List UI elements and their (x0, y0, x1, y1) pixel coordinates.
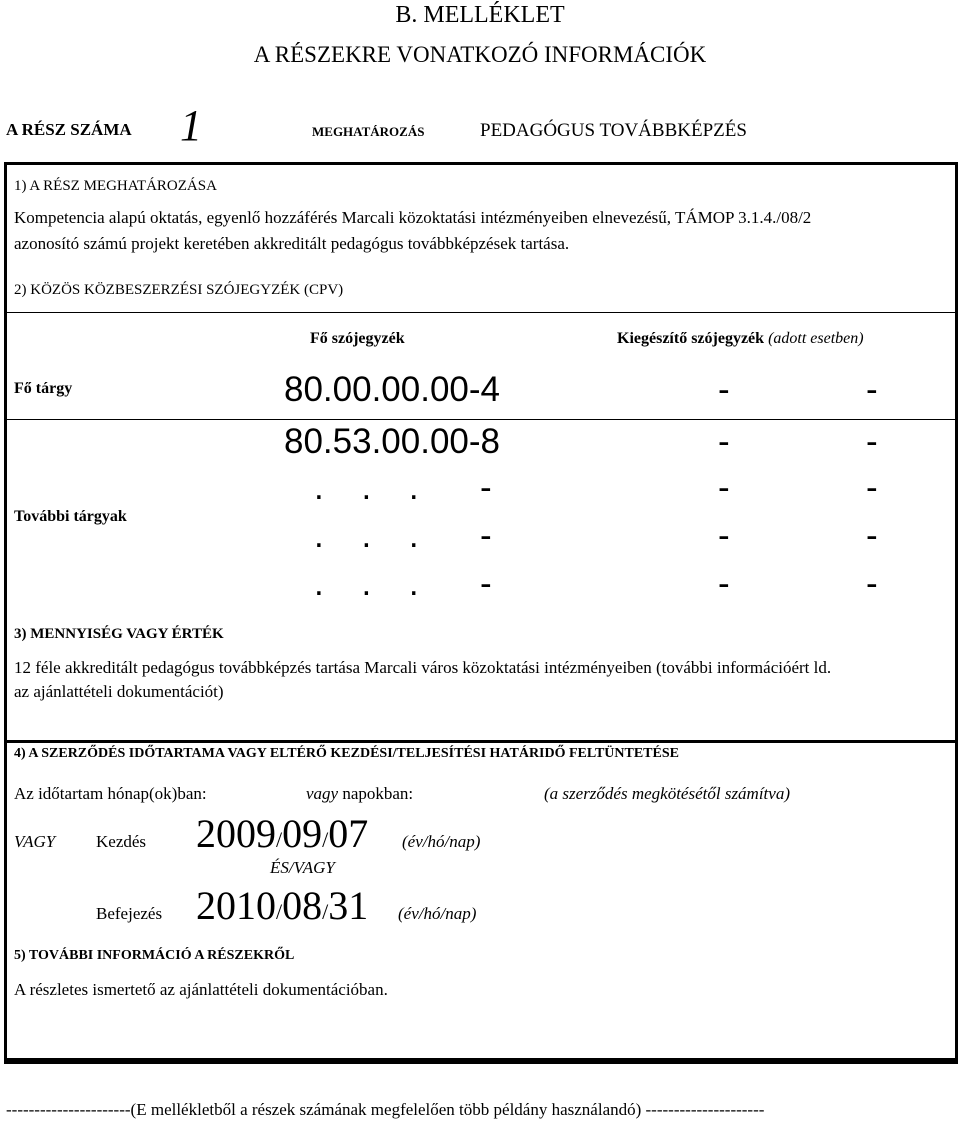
other3-supp-dash-1: - (718, 516, 730, 555)
definition-value: PEDAGÓGUS TOVÁBBKÉPZÉS (480, 120, 747, 141)
main-subject-label: Fő tárgy (14, 380, 73, 397)
start-year: 2009 (196, 811, 276, 856)
end-date (196, 882, 368, 929)
other4-supp-dash-1: - (718, 564, 730, 603)
section3-heading: 3) MENNYISÉG VAGY ÉRTÉK (14, 626, 224, 642)
end-label: Befejezés (96, 904, 163, 923)
part-number: 1 (180, 101, 202, 150)
from-contract-note: (a szerződés megkötésétől számítva) (544, 784, 790, 803)
definition-label: MEGHATÁROZÁS (312, 124, 425, 139)
section1-heading: 1) A RÉSZ MEGHATÁROZÁSA (14, 178, 217, 194)
or-word: vagy (306, 784, 339, 803)
cpv-supp-header-label: Kiegészítő szójegyzék (617, 330, 765, 347)
section3-line2: az ajánlattételi dokumentációt) (14, 682, 224, 701)
end-day: 31 (328, 883, 369, 928)
main-supp-dash-1: - (718, 370, 730, 409)
other2-code-dash: - (480, 468, 492, 507)
other1-supp-dash-1: - (718, 422, 730, 461)
part-number-label: A RÉSZ SZÁMA (6, 120, 132, 139)
other4-code-dash: - (480, 564, 492, 603)
other1-supp-dash-2: - (866, 422, 878, 461)
section1-line2: azonosító számú projekt keretében akkreditált pedagógus továbbképzések tartása. (14, 234, 570, 253)
start-date (196, 810, 368, 857)
other2-supp-dash-1: - (718, 468, 730, 507)
duration-months-label: Az időtartam hónap(ok)ban: (14, 784, 207, 803)
other3-code-dots: . . . (314, 516, 419, 555)
other4-code-dots: . . . (314, 564, 419, 603)
cpv-main-column-header: Fő szójegyzék (310, 330, 405, 347)
footer-note: ----------------------(E mellékletből a részek számának megfelelően több példány használandó) --------------------- (6, 1100, 765, 1119)
other-subjects-label: További tárgyak (14, 508, 127, 525)
section1-line1: Kompetencia alapú oktatás, egyenlő hozzáférés Marcali közoktatási intézményeiben elnevezésű, TÁMOP 3.1.4./08/2 (14, 208, 812, 227)
main-subject-code: 80.00.00.00-4 (284, 370, 501, 409)
start-label: Kezdés (96, 832, 147, 851)
es-vagy-label: ÉS/VAGY (270, 858, 335, 877)
other2-code-dots: . . . (314, 468, 419, 507)
annex-title: B. MELLÉKLET (395, 2, 565, 28)
end-year: 2010 (196, 883, 276, 928)
vagy-label: VAGY (14, 832, 56, 851)
end-month: 08 (282, 883, 323, 928)
box-bottom-border (4, 1058, 958, 1061)
section3-line1: 12 féle akkreditált pedagógus továbbképzés tartása Marcali város közoktatási intézményeiben (további információért ld. (14, 658, 832, 677)
other4-supp-dash-2: - (866, 564, 878, 603)
section2-heading: 2) KÖZÖS KÖZBESZERZÉSI SZÓJEGYZÉK (CPV) (14, 282, 344, 298)
section-divider (4, 740, 958, 743)
section5-heading: 5) TOVÁBBI INFORMÁCIÓ A RÉSZEKRŐL (14, 948, 295, 963)
end-date-format: (év/hó/nap) (398, 904, 477, 923)
annex-subtitle: A RÉSZEKRE VONATKOZÓ INFORMÁCIÓK (253, 42, 707, 67)
end-sep-2: / (322, 899, 329, 924)
start-day: 07 (328, 811, 369, 856)
other3-supp-dash-2: - (866, 516, 878, 555)
start-date-format: (év/hó/nap) (402, 832, 481, 851)
end-sep-1: / (276, 899, 283, 924)
start-sep-2: / (322, 827, 329, 852)
other3-code-dash: - (480, 516, 492, 555)
section5-text: A részletes ismertető az ajánlattételi dokumentációban. (14, 980, 388, 999)
start-month: 09 (282, 811, 323, 856)
cpv-supp-header-note: (adott esetben) (768, 330, 864, 347)
cpv-supp-column-header (617, 330, 864, 348)
start-sep-1: / (276, 827, 283, 852)
section4-heading: 4) A SZERZŐDÉS IDŐTARTAMA VAGY ELTÉRŐ KEZDÉSI/TELJESÍTÉSI HATÁRIDŐ FELTÜNTETÉSE (14, 746, 679, 761)
days-label: napokban: (342, 784, 414, 803)
duration-days-label (306, 784, 413, 804)
main-supp-dash-2: - (866, 370, 878, 409)
other-subject-code: 80.53.00.00-8 (284, 422, 501, 461)
other2-supp-dash-2: - (866, 468, 878, 507)
